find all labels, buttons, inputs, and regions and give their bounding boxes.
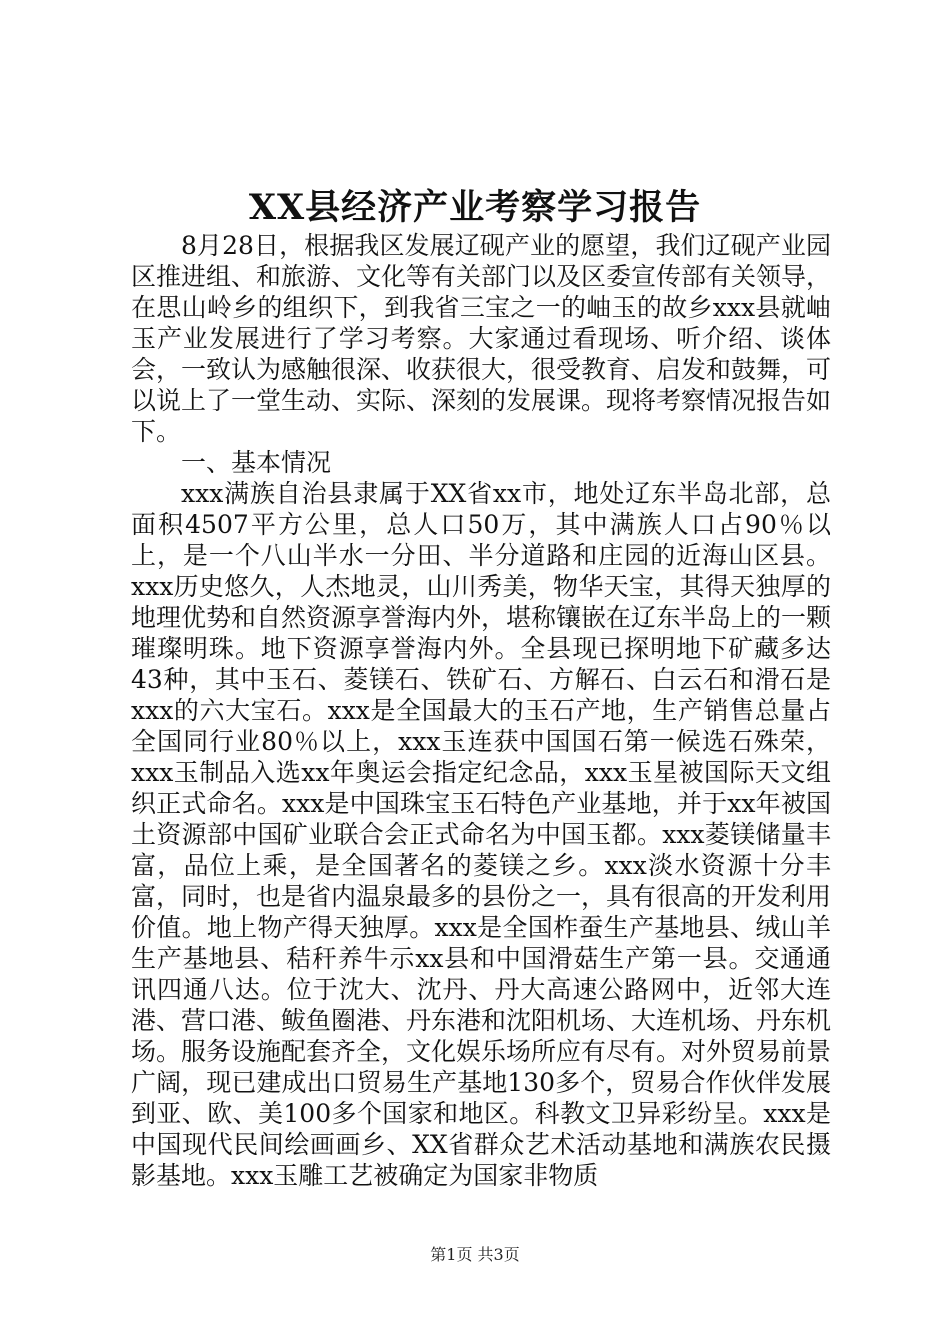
paragraph-intro: 8月28日，根据我区发展辽砚产业的愿望，我们辽砚产业园区推进组、和旅游、文化等有关部门以及区委宣传部有关领导，在思山岭乡的组织下，到我省三宝之一的岫玉的故乡xxx县就岫玉产业发展进行了学习考察。大家通过看现场、听介绍、谈体会，一致认为感触很深、收获很大，很受教育、启发和鼓舞，可以说上了一堂生动、实际、深刻的发展课。现将考察情况报告如下。 [131, 231, 832, 446]
document-title: XX县经济产业考察学习报告 [248, 187, 702, 228]
page-footer: 第1页 共3页 [430, 1245, 520, 1264]
paragraph-basic-situation: xxx满族自治县隶属于XX省xx市，地处辽东半岛北部，总面积4507平方公里，总人口50万，其中满族人口占90％以上，是一个八山半水一分田、半分道路和庄园的近海山区县。xxx历史悠久，人杰地灵，山川秀美，物华天宝，其得天独厚的地理优势和自然资源享誉海内外，堪称镶嵌在辽东半岛上的一颗璀璨明珠。地下资源享誉海内外。全县现已探明地下矿藏多达43种，其中玉石、菱镁石、铁矿石、方解石、白云石和滑石是xxx的六大宝石。xxx是全国最大的玉石产地，生产销售总量占全国同行业80％以上，xxx玉连获中国国石第一候选石殊荣，xxx玉制品入选xx年奥运会指定纪念品，xxx玉星被国际天文组织正式命名。xxx是中国珠宝玉石特色产业基地，并于xx年被国土资源部中国矿业联合会正式命名为中国玉都。xxx菱镁储量丰富，品位上乘，是全国著名的菱镁之乡。xxx淡水资源十分丰富，同时，也是省内温泉最多的县份之一，具有很高的开发利用价值。地上物产得天独厚。xxx是全国柞蚕生产基地县、绒山羊生产基地县、秸秆养牛示xx县和中国滑菇生产第一县。交通通讯四通八达。位于沈大、沈丹、丹大高速公路网中，近邻大连港、营口港、鲅鱼圈港、丹东港和沈阳机场、大连机场、丹东机场。服务设施配套齐全，文化娱乐场所应有尽有。对外贸易前景广阔，现已建成出口贸易生产基地130多个，贸易合作伙伴发展到亚、欧、美100多个国家和地区。科教文卫异彩纷呈。xxx是中国现代民间绘画画乡、XX省群众艺术活动基地和满族农民摄影基地。xxx玉雕工艺被确定为国家非物质 [131, 479, 832, 1190]
document-body [131, 230, 831, 1191]
section-heading-basic: 一、基本情况 [181, 448, 332, 477]
